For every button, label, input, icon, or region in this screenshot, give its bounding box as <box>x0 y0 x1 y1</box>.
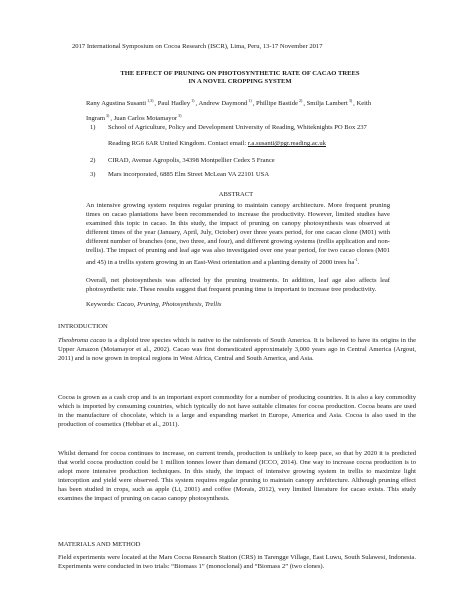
author-separator: , <box>195 100 198 107</box>
author-name: Ingram <box>86 115 106 122</box>
author-line-1 <box>86 95 416 110</box>
author-affiliation-mark: 1,3) <box>147 98 154 103</box>
author-separator: , <box>353 100 355 107</box>
author-name: Paul Hadley <box>157 100 191 107</box>
affiliation-1 <box>90 124 430 147</box>
species-name: Theobroma cacao <box>58 337 106 344</box>
methods-paragraph-1: Field experiments were located at the Mars Cocoa Research Station (CRS) in Tarengge Village, East Luwu, South Sulawesi, Indonesia. Experiments were conducted in two trials: “Biomass 1” (monoclonal) and “Biomass 2” (two clones). <box>58 554 416 570</box>
affiliation-text: Mars incorporated, 6885 Elm Street McLean VA 22101 USA <box>108 171 270 178</box>
author-separator: , <box>303 100 305 107</box>
affiliation-2 <box>90 157 430 166</box>
affiliation-contact-label: Reading RG6 6AR United Kingdom. Contact email: <box>108 140 248 147</box>
author-separator: , <box>110 115 113 122</box>
affiliation-text-line2 <box>108 140 326 148</box>
author-affiliation-mark: 3) <box>106 113 110 118</box>
introduction-paragraph-2: Cocoa is grown as a cash crop and is an important export commodity for a number of producing countries. It is also a key commodity which is imported by consuming countries, which typically do not have suitable climates for cocoa production. Cocoa beans are used in the manufacture of chocolate, which is a large and expanding market in Europe, America and Asia. Cocoa is also used in the production of cosmetics (Hebbar et al., 2011). <box>58 394 416 428</box>
affiliation-text: School of Agriculture, Policy and Development University of Reading, Whiteknights PO Box 237 <box>108 124 367 131</box>
author-name: Phillipe Bastide <box>256 100 298 107</box>
author-affiliation-mark: 3) <box>348 98 353 103</box>
author-separator: , <box>252 100 255 107</box>
contact-email-link[interactable]: r.a.susanti@pgr.reading.ac.uk <box>247 140 326 147</box>
affiliation-number: 3) <box>90 171 96 178</box>
introduction-paragraph-1 <box>58 336 416 363</box>
author-list <box>86 95 416 125</box>
title-line-2: IN A NOVEL CROPPING SYSTEM <box>188 78 292 85</box>
keywords-list: Cacao, Pruning, Photosynthesis, Trellis <box>116 301 222 308</box>
abstract-paragraph-1 <box>86 201 390 267</box>
author-name: Rany Agustina Susanti <box>86 100 147 107</box>
keywords-label: Keywords: <box>86 301 117 308</box>
abstract-paragraph-2: Overall, net photosynthesis was affected by the pruning treatments. In addition, leaf age also affects leaf photosynthetic rate. These results suggest that frequent pruning time is important to increase tree productivity. <box>86 277 390 293</box>
author-line-2 <box>86 110 416 125</box>
author-separator: , <box>154 100 157 107</box>
introduction-paragraph-3: Whilst demand for cocoa continues to increase, on current trends, production is unlikely to keep pace, so that by 2020 it is predicted that world cocoa production could be 1 million tonnes lower than demand (ICCO, 2014). One way to increase cocoa production is to adopt more intensive production techniques. In this study, the impact of intensive growing system in trellis to maximize light interception and yield were observed. This system requires regular pruning to maintain canopy architecture. Although pruning effect has been studied in crops, such as apple (Li, 2001) and coffee (Morais, 2012), very limited literature for cacao exists. This study examines the impact of pruning on cacao canopy photosynthesis. <box>58 450 416 502</box>
conference-header: 2017 International Symposium on Cocoa Research (ISCR), Lima, Peru, 13-17 November 2017 <box>72 43 323 50</box>
paragraph-text: is a diploid tree species which is native to the rainforests of South America. It is believed to have its origins in the Upper Amazon (Motamayor et al., 2002). Cacao was first domesticated approximately 3,000 years ago in Central America (Argout, 2011) and is now grown in tropical regions in West Africa, Central and South America, and Asia. <box>58 337 416 362</box>
affiliation-number: 2) <box>90 157 96 164</box>
affiliation-text: CIRAD, Avenue Agropolis, 34398 Montpellier Cedex 5 France <box>108 157 275 164</box>
author-name: Smilja Lambert <box>306 100 348 107</box>
author-name: Keith <box>356 100 372 107</box>
abstract-end: . <box>357 259 360 267</box>
abstract-heading: ABSTRACT <box>218 191 254 198</box>
author-affiliation-mark: 2) <box>298 98 303 103</box>
introduction-heading: INTRODUCTION <box>58 323 108 330</box>
affiliation-3 <box>90 171 430 180</box>
author-name: Juan Carlos Motamayor <box>113 115 178 122</box>
title-line-1: THE EFFECT OF PRUNING ON PHOTOSYNTHETIC RATE OF CACAO TREES <box>120 70 360 77</box>
paper-title <box>80 70 400 86</box>
abstract-text: An intensive growing system requires regular pruning to maintain canopy architecture. More frequent pruning times on cacao plantations have been recommended to increase the productivity. However, limited studies have examined this topic in cacao. In this study, the impact of pruning on canopy photosynthesis was observed at different times of the year (January, April, July, October) over three years period, for one cacao clone (M01) with different number of branches (one, two three, and four), and different growing systems (trellis application and non-trellis). The impact of pruning and leaf age was also investigated over one year period, for two cacao clones (M01 and 45) in a trellis system growing in an East-West orientation and a planting density of 2000 trees ha <box>86 202 390 267</box>
author-affiliation-mark: 1) <box>191 98 195 103</box>
unit-superscript: -1 <box>354 257 358 262</box>
keywords-line <box>86 301 390 309</box>
methods-heading: MATERIALS AND METHOD <box>58 541 141 548</box>
author-affiliation-mark: 1) <box>248 98 252 103</box>
affiliation-number: 1) <box>90 124 96 131</box>
author-affiliation-mark: 3) <box>178 113 182 118</box>
author-name: Andrew Daymond <box>198 100 248 107</box>
